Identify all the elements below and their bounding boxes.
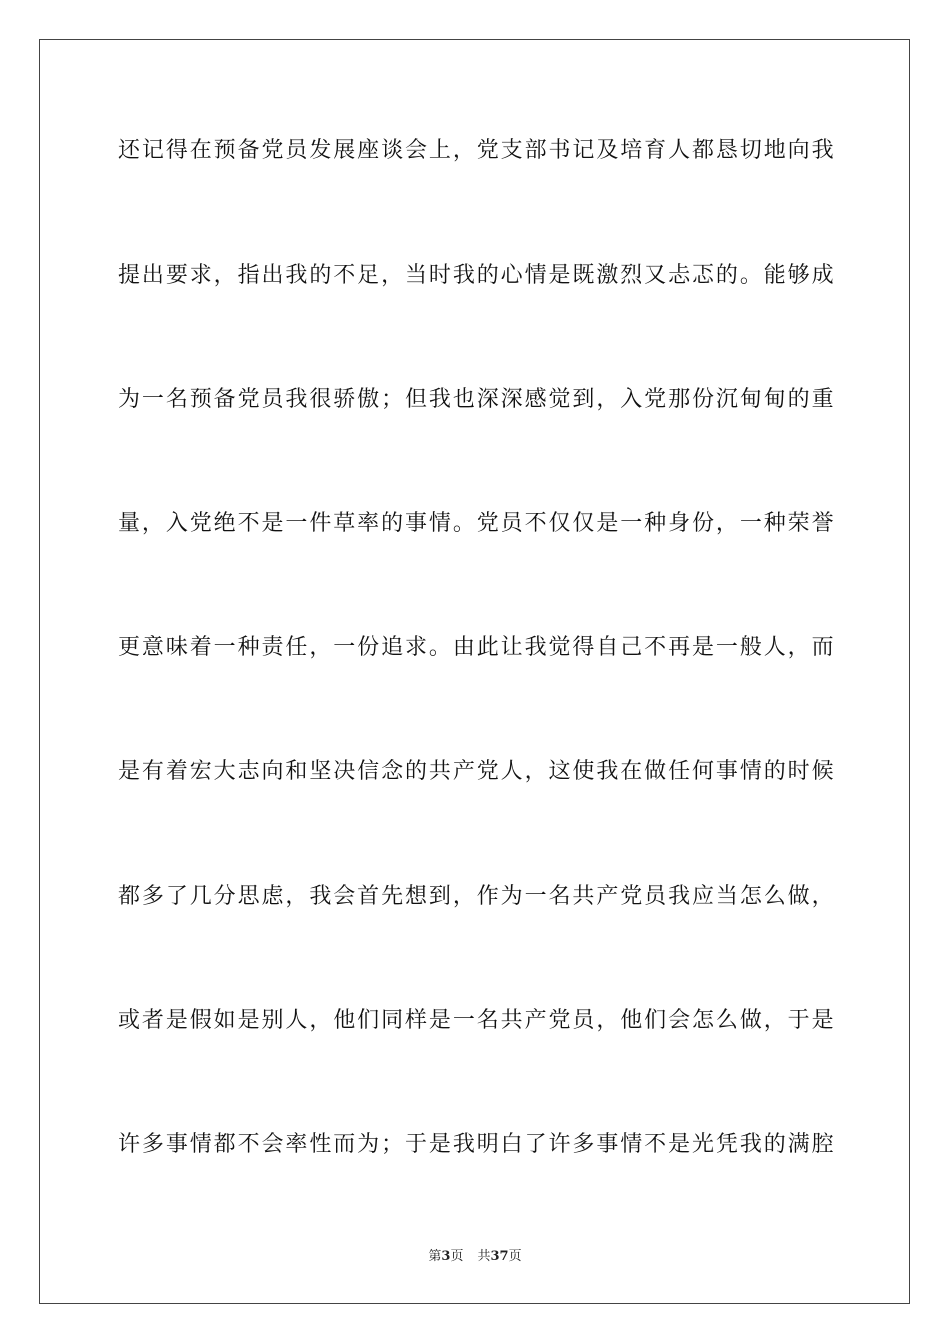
total-pages: 37 — [490, 1249, 509, 1264]
body-line-4: 量，入党绝不是一件草率的事情。党员不仅仅是一种身份，一种荣誉 — [118, 511, 834, 536]
body-line-8: 或者是假如是别人，他们同样是一名共产党员，他们会怎么做，于是 — [118, 1008, 834, 1033]
page-prefix: 第 — [428, 1249, 442, 1264]
body-line-2: 提出要求，指出我的不足，当时我的心情是既激烈又忐忑的。能够成 — [118, 263, 834, 288]
body-line-1: 还记得在预备党员发展座谈会上，党支部书记及培育人都恳切地向我 — [118, 138, 834, 163]
page-suffix: 页 — [450, 1249, 464, 1264]
page-border — [39, 39, 910, 1304]
page-number: 3 — [441, 1249, 451, 1264]
total-prefix: 共 — [477, 1249, 491, 1264]
body-line-9: 许多事情都不会率性而为；于是我明白了许多事情不是光凭我的满腔 — [118, 1132, 834, 1157]
body-line-3: 为一名预备党员我很骄傲；但我也深深感觉到，入党那份沉甸甸的重 — [118, 387, 834, 412]
page-footer — [0, 1248, 950, 1266]
body-line-6: 是有着宏大志向和坚决信念的共产党人，这使我在做任何事情的时候 — [118, 759, 834, 784]
body-line-5: 更意味着一种责任，一份追求。由此让我觉得自己不再是一般人，而 — [118, 635, 834, 660]
total-suffix: 页 — [508, 1249, 522, 1264]
body-line-7: 都多了几分思虑，我会首先想到，作为一名共产党员我应当怎么做， — [118, 884, 834, 909]
